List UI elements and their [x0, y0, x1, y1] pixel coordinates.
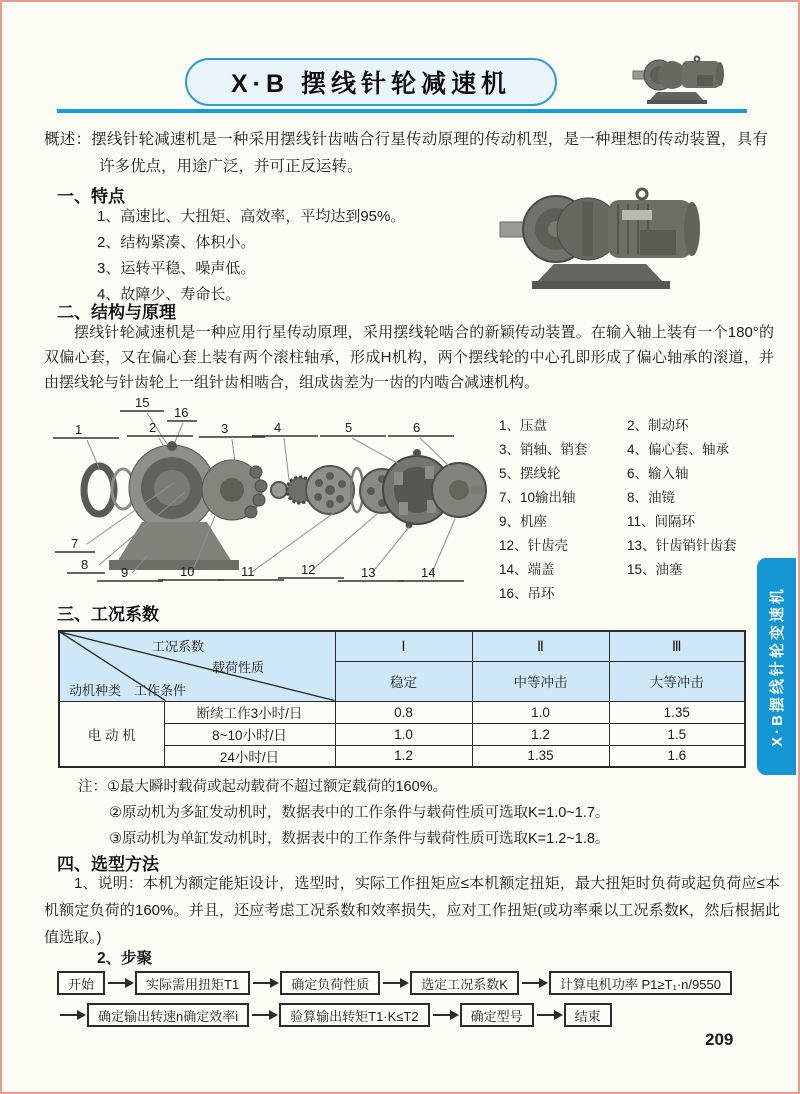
- flow-step-torque: 实际需用扭矩T1: [135, 971, 250, 995]
- motor-type-cell: 电 动 机: [59, 701, 164, 767]
- arrow-right-icon: [537, 1014, 561, 1016]
- flow-step-output-speed: 确定输出转速n确定效率i: [87, 1003, 249, 1027]
- note-line: ②原动机为多缸发动机时，数据表中的工作条件与载荷性质可选取K=1.0~1.7。: [109, 805, 610, 821]
- photo-base: [649, 92, 704, 101]
- structure-heading: 二、结构与原理: [57, 303, 176, 322]
- callout-12: 12: [301, 562, 316, 577]
- coeff-value: 1.2: [335, 745, 472, 767]
- structure-paragraph: 摆线针轮减速机是一种应用行星传动原理，采用摆线轮啮合的新颖传动装置。在输入轴上装有一个180°的双偏心套，又在偏心套上装有两个滚柱轴承，形成H机构，两个摆线轮的中心孔即形成了偏心轴承的滚道，并由摆线轮与针齿轮上一组针齿相啮合，组成齿差为一齿的内啮合减速机构。: [44, 324, 774, 391]
- arrow-right-icon: [253, 982, 277, 984]
- grade-header: Ⅰ: [335, 631, 472, 661]
- part-item: 8、油镜: [627, 490, 676, 505]
- callout-4: 4: [274, 420, 282, 435]
- callout-14: 14: [421, 565, 436, 580]
- table-corner-cell: [59, 631, 335, 701]
- part-item: 14、端盖: [499, 562, 555, 577]
- header-divider: [57, 109, 747, 113]
- load-type-header: 中等冲击: [472, 661, 609, 701]
- part-item: 15、油塞: [627, 562, 683, 577]
- arrow-right-icon: [60, 1014, 84, 1016]
- selection-description: 1、说明：本机为额定能矩设计，选型时，实际工作扭矩应≤本机额定扭矩，最大扭矩时负荷或起负荷应≤本机额定负荷的160%。并且，还应考虑工况系数和效率损失，应对工作扭矩(或功率乘以工况系数K，然后根据此值选取。): [44, 875, 780, 946]
- part-item: 5、摆线轮: [499, 466, 561, 481]
- overview-text: 概述：摆线针轮减速机是一种采用摆线针齿啮合行星传动原理的传动机型，是一种理想的传动装置，具有许多优点，用途广泛，并可正反运转。: [44, 131, 768, 175]
- steps-label: 2、步聚: [97, 950, 153, 967]
- page-title-banner: [185, 58, 557, 106]
- work-condition-cell: 断续工作3小时/日: [164, 701, 335, 723]
- callout-6: 6: [413, 420, 421, 435]
- corner-label-factor: 工况系数: [152, 639, 205, 654]
- coeff-value: 1.2: [472, 723, 609, 745]
- note-item: ①最大瞬时载荷或起动载荷不超过额定载荷的160%。: [107, 779, 448, 795]
- grade-header: Ⅲ: [609, 631, 745, 661]
- load-type-header: 大等冲击: [609, 661, 745, 701]
- callout-9: 9: [121, 565, 129, 580]
- flow-step-start: 开始: [57, 971, 105, 995]
- coeff-heading: 三、工况系数: [57, 605, 159, 624]
- callout-13: 13: [361, 565, 376, 580]
- flow-step-coefficient: 选定工况系数K: [410, 971, 519, 995]
- part-item: 16、吊环: [499, 586, 555, 601]
- product-photo-small: [630, 48, 726, 108]
- coeff-value: 1.5: [609, 723, 745, 745]
- corner-label-machine: 动机种类: [69, 683, 122, 698]
- part-item: 11、间隔环: [627, 514, 696, 529]
- coeff-value: 1.35: [609, 701, 745, 723]
- coeff-value: 1.0: [335, 723, 472, 745]
- part-item: 6、输入轴: [627, 466, 689, 481]
- page-title: X·B 摆线针轮减速机: [230, 70, 511, 98]
- flowchart-row-1: [57, 971, 732, 995]
- diagram-parts: [84, 441, 486, 570]
- flow-step-check-torque: 验算输出转矩T1·K≤T2: [279, 1003, 429, 1027]
- callout-1: 1: [75, 422, 83, 437]
- corner-label-load: 载荷性质: [212, 660, 265, 675]
- coeff-value: 1.6: [609, 745, 745, 767]
- corner-label-condition: 工作条件: [134, 683, 187, 698]
- flowchart-row-2: [57, 1003, 612, 1027]
- sidebar-tab-label: X·B摆线针轮变速机: [769, 586, 786, 747]
- callout-5: 5: [345, 420, 353, 435]
- callout-2: 2: [149, 420, 157, 435]
- features-heading: 一、特点: [57, 187, 125, 206]
- callout-10: 10: [180, 564, 195, 579]
- part-item: 3、销轴、销套: [499, 442, 588, 457]
- feature-item: 3、运转平稳、噪声低。: [97, 260, 256, 277]
- flow-step-end: 结束: [564, 1003, 612, 1027]
- coeff-value: 1.0: [472, 701, 609, 723]
- feature-item: 1、高速比、大扭矩、高效率，平均达到95%。: [97, 208, 406, 225]
- callout-3: 3: [221, 421, 229, 436]
- part-item: 2、制动环: [627, 418, 689, 433]
- arrow-right-icon: [383, 982, 407, 984]
- part-item: 9、机座: [499, 514, 548, 529]
- flow-step-motor-power: 计算电机功率 P1≥T₁·n/9550: [549, 971, 732, 995]
- callout-11: 11: [241, 564, 255, 579]
- note-label: 注：: [78, 779, 107, 795]
- part-item: 1、压盘: [499, 418, 548, 433]
- callout-16: 16: [174, 405, 189, 420]
- features-list: [97, 204, 405, 308]
- work-condition-cell: 24小时/日: [164, 745, 335, 767]
- work-condition-cell: 8~10小时/日: [164, 723, 335, 745]
- coeff-value: 0.8: [335, 701, 472, 723]
- parts-list: [499, 414, 755, 606]
- load-type-header: 稳定: [335, 661, 472, 701]
- callout-8: 8: [81, 557, 89, 572]
- page-number: 209: [705, 1030, 734, 1049]
- exploded-view-diagram: [47, 394, 487, 594]
- feature-item: 2、结构紧凑、体积小。: [97, 234, 256, 251]
- arrow-right-icon: [252, 1014, 276, 1016]
- feature-item: 4、故障少、寿命长。: [97, 286, 241, 303]
- duty-coefficient-table: [58, 630, 746, 768]
- flow-step-load-nature: 确定负荷性质: [280, 971, 380, 995]
- coeff-value: 1.35: [472, 745, 609, 767]
- part-item: 7、10输出轴: [499, 490, 576, 505]
- arrow-right-icon: [433, 1014, 457, 1016]
- callout-7: 7: [71, 536, 79, 551]
- note-line: [78, 774, 609, 800]
- sidebar-tab: [757, 558, 796, 775]
- flow-step-model: 确定型号: [460, 1003, 534, 1027]
- product-photo-large: [494, 172, 706, 294]
- selection-heading: 四、选型方法: [57, 855, 159, 874]
- table-notes: [78, 774, 609, 852]
- part-item: 4、偏心套、轴承: [627, 442, 730, 457]
- note-line: ③原动机为单缸发动机时，数据表中的工作条件与载荷性质可选取K=1.2~1.8。: [109, 831, 610, 847]
- grade-header: Ⅱ: [472, 631, 609, 661]
- part-item: 12、针齿壳: [499, 538, 569, 553]
- arrow-right-icon: [522, 982, 546, 984]
- part-item: 13、针齿销针齿套: [627, 538, 737, 553]
- arrow-right-icon: [108, 982, 132, 984]
- callout-15: 15: [135, 395, 150, 410]
